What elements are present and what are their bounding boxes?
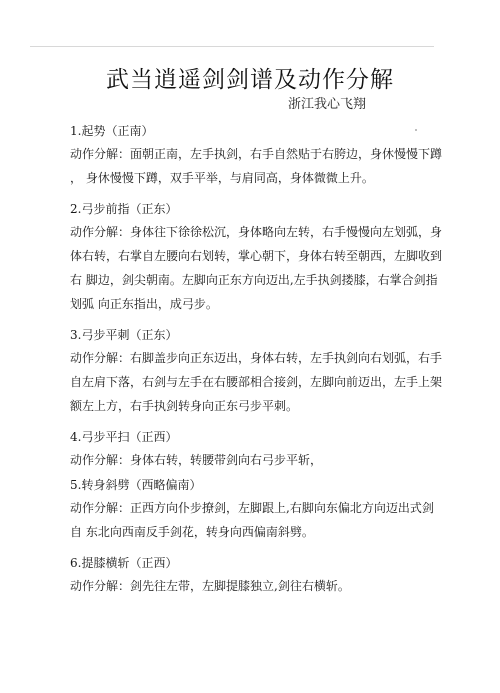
description-line: 动作分解：身体右转，转腰带剑向右弓步平斩， [70, 453, 323, 467]
section-tixi-hengzhan [70, 552, 438, 598]
page-title: 武当逍遥剑剑谱及动作分解 [106, 67, 394, 94]
section-heading: 3.弓步平刺（正东） [70, 328, 178, 342]
section-gongbu-pingsao [70, 426, 438, 472]
description-line: ， 身休慢慢下蹲，双手平举，与肩同高，身体微微上升。 [70, 171, 374, 185]
section-description [70, 220, 443, 316]
section-heading: 6.提膝横斩（正西） [70, 556, 178, 570]
section-description [70, 496, 438, 544]
section-description [70, 448, 438, 472]
section-heading: 5.转身斜劈（西略偏南） [70, 478, 202, 492]
section-gongbu-pingci [70, 324, 443, 418]
description-line: 动作分解：正西方向仆步撩剑，左脚跟上,右脚向东偏北方向迈出式剑 [70, 501, 434, 515]
description-line: 自左肩下落，右剑与左手在右腰部相合接剑，左脚向前迈出，左手上架 [70, 375, 443, 389]
description-line: 右 脚边，剑尖朝南。左脚向正东方向迈出,左手执剑搂膝，右掌合剑指 [70, 273, 438, 287]
section-heading: 4.弓步平扫（正西） [70, 430, 178, 444]
description-line: 划弧 向正东指出，成弓步。 [70, 297, 218, 311]
description-line: 额左上方，右手执剑转身向正东弓步平刺。 [70, 399, 299, 413]
top-divider [30, 46, 434, 47]
author-byline: 浙江我心飞翔 [288, 97, 367, 112]
document-body [70, 118, 443, 598]
description-line: 动作分解：右脚盖步向正东迈出，身体右转，左手执剑向右划弧，右手 [70, 351, 443, 365]
section-heading: 1.起势（正南） [70, 124, 154, 138]
description-line: 动作分解：面朝正南，左手执剑，右手自然贴于右胯边，身休慢慢下蹲 [70, 147, 443, 161]
section-zhuanshen-xiepi [70, 474, 438, 544]
description-line: 体右转，右掌自左腰向右划转，掌心朝下，身体右转至朝西，左脚收到 [70, 249, 443, 263]
section-description [70, 142, 443, 190]
description-line: 自 东北向西南反手剑花，转身向西偏南斜劈。 [70, 525, 314, 539]
section-qishi [70, 120, 443, 190]
description-line: 动作分解：剑先往左带，左脚提膝独立,剑往右横斩。 [70, 579, 350, 593]
description-line: 动作分解：身体往下徐徐松沉，身体略向左转，右手慢慢向左划弧，身 [70, 225, 443, 239]
section-description [70, 574, 438, 598]
section-heading: 2.弓步前指（正东） [70, 202, 178, 216]
section-description [70, 346, 443, 418]
section-gongbu-qianzhi [70, 198, 443, 316]
